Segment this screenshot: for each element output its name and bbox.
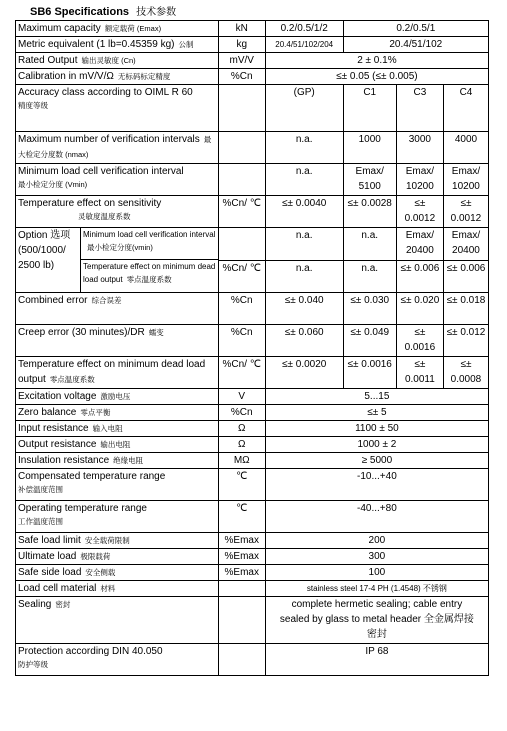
row-label: Ultimate load 极限载荷 bbox=[16, 549, 219, 565]
row-value: 200 bbox=[265, 533, 488, 549]
row-value-c3: ≤± 0.006 bbox=[396, 260, 443, 293]
row-unit: ℃ bbox=[218, 501, 265, 533]
table-row bbox=[16, 644, 489, 676]
row-label: Maximum number of verification intervals 最大检定分度数 (nmax) bbox=[16, 132, 219, 164]
row-value: ≤± 5 bbox=[265, 405, 488, 421]
row-value-gp: ≤± 0.0040 bbox=[265, 196, 343, 228]
row-value-c3: ≤± 0.0016 bbox=[396, 325, 443, 357]
row-unit: %Cn bbox=[218, 325, 265, 357]
table-row bbox=[16, 389, 489, 405]
row-value: -40...+80 bbox=[265, 501, 488, 533]
row-value: 0.2/0.5/1 bbox=[343, 21, 488, 37]
row-value-gp: n.a. bbox=[265, 132, 343, 164]
row-unit: %Cn bbox=[218, 69, 265, 85]
row-label: Protection according DIN 40.050 防护等级 bbox=[16, 644, 219, 676]
row-value-c3: ≤± 0.020 bbox=[396, 293, 443, 325]
row-value-gp: n.a. bbox=[265, 260, 343, 293]
row-label: Zero balance 零点平衡 bbox=[16, 405, 219, 421]
row-value-c4: ≤± 0.006 bbox=[443, 260, 488, 293]
row-value-c3: ≤± 0.0012 bbox=[396, 196, 443, 228]
row-value: 1100 ± 50 bbox=[265, 421, 488, 437]
row-label: Safe side load 安全侧载 bbox=[16, 565, 219, 581]
row-value-gp: (GP) bbox=[265, 85, 343, 132]
row-value: IP 68 bbox=[265, 644, 488, 676]
option-label: Option 选项 (500/1000/ 2500 lb) bbox=[16, 228, 81, 292]
table-row bbox=[16, 405, 489, 421]
option-sub-label: Minimum load cell verification interval最小检定分度(vmin) bbox=[81, 228, 218, 260]
row-unit: %Cn/ ℃ bbox=[218, 196, 265, 228]
row-label: Accuracy class according to OIML R 60 精度等级 bbox=[16, 85, 219, 132]
option-cell bbox=[16, 228, 219, 293]
row-label: Compensated temperature range 补偿温度范围 bbox=[16, 469, 219, 501]
table-row bbox=[16, 196, 489, 228]
row-value-gp: ≤± 0.040 bbox=[265, 293, 343, 325]
row-label: Calibration in mV/V/Ω 无标码标定精度 bbox=[16, 69, 219, 85]
row-value: 300 bbox=[265, 549, 488, 565]
row-label: Safe load limit 安全载荷限制 bbox=[16, 533, 219, 549]
row-value: ≤± 0.05 (≤± 0.005) bbox=[265, 69, 488, 85]
table-row bbox=[16, 437, 489, 453]
row-unit: mV/V bbox=[218, 53, 265, 69]
row-unit: %Emax bbox=[218, 533, 265, 549]
row-unit: MΩ bbox=[218, 453, 265, 469]
spec-title-en: SB6 Specifications bbox=[30, 6, 130, 18]
table-row bbox=[16, 469, 489, 501]
row-value: complete hermetic sealing; cable entry sealed by glass to metal header 全金属焊接密封 bbox=[265, 597, 488, 644]
row-value-gp: n.a. bbox=[265, 164, 343, 196]
table-row bbox=[16, 53, 489, 69]
row-value: ≥ 5000 bbox=[265, 453, 488, 469]
row-unit bbox=[218, 132, 265, 164]
row-unit: Ω bbox=[218, 437, 265, 453]
table-row bbox=[16, 597, 489, 644]
table-row bbox=[16, 132, 489, 164]
table-row bbox=[16, 69, 489, 85]
row-value: 20.4/51/102/204 bbox=[265, 37, 343, 53]
table-row bbox=[16, 37, 489, 53]
row-unit: %Cn bbox=[218, 293, 265, 325]
row-label: Operating temperature range 工作温度范围 bbox=[16, 501, 219, 533]
row-value-c1: n.a. bbox=[343, 228, 396, 261]
row-value-c4: ≤± 0.012 bbox=[443, 325, 488, 357]
table-row bbox=[16, 565, 489, 581]
row-value-c3: Emax/ 10200 bbox=[396, 164, 443, 196]
row-value: 0.2/0.5/1/2 bbox=[265, 21, 343, 37]
row-value: -10...+40 bbox=[265, 469, 488, 501]
table-row bbox=[16, 357, 489, 389]
row-value-gp: n.a. bbox=[265, 228, 343, 261]
row-label: Rated Output 输出灵敏度 (Cn) bbox=[16, 53, 219, 69]
table-row bbox=[16, 228, 489, 261]
row-value-c4: 4000 bbox=[443, 132, 488, 164]
row-value-c1: ≤± 0.049 bbox=[343, 325, 396, 357]
row-label: Metric equivalent (1 lb=0.45359 kg) 公制 bbox=[16, 37, 219, 53]
row-value-gp: ≤± 0.060 bbox=[265, 325, 343, 357]
row-unit bbox=[218, 228, 265, 261]
row-unit bbox=[218, 644, 265, 676]
table-row bbox=[16, 549, 489, 565]
row-unit: %Emax bbox=[218, 549, 265, 565]
spec-title-cn: 技术参数 bbox=[136, 7, 177, 18]
table-row bbox=[16, 164, 489, 196]
row-unit: ℃ bbox=[218, 469, 265, 501]
row-value-gp: ≤± 0.0020 bbox=[265, 357, 343, 389]
row-unit: %Emax bbox=[218, 565, 265, 581]
row-value-c1: ≤± 0.0016 bbox=[343, 357, 396, 389]
row-unit: kN bbox=[218, 21, 265, 37]
row-value-c1: Emax/ 5100 bbox=[343, 164, 396, 196]
row-value: 20.4/51/102 bbox=[343, 37, 488, 53]
table-row bbox=[16, 421, 489, 437]
row-label: Combined error 综合误差 bbox=[16, 293, 219, 325]
row-value-c4: ≤± 0.0008 bbox=[443, 357, 488, 389]
row-value: 100 bbox=[265, 565, 488, 581]
table-row bbox=[16, 581, 489, 597]
row-unit: Ω bbox=[218, 421, 265, 437]
option-sub-label: Temperature effect on minimum dead load output 零点温度系数 bbox=[83, 262, 216, 284]
row-unit bbox=[218, 597, 265, 644]
specifications-table bbox=[15, 20, 489, 676]
row-value-c3: Emax/ 20400 bbox=[396, 228, 443, 261]
table-row bbox=[16, 85, 489, 132]
row-value-c3: 3000 bbox=[396, 132, 443, 164]
table-row bbox=[16, 293, 489, 325]
row-value-c3: ≤± 0.0011 bbox=[396, 357, 443, 389]
spec-title bbox=[30, 3, 176, 18]
row-label: Creep error (30 minutes)/DR 蠕变 bbox=[16, 325, 219, 357]
row-value-c1: 1000 bbox=[343, 132, 396, 164]
row-unit bbox=[218, 581, 265, 597]
row-unit: V bbox=[218, 389, 265, 405]
row-label: Minimum load cell verification interval 最小检定分度 (Vmin) bbox=[16, 164, 219, 196]
table-row bbox=[16, 325, 489, 357]
row-value-c1: ≤± 0.0028 bbox=[343, 196, 396, 228]
table-row bbox=[16, 453, 489, 469]
row-label: Maximum capacity 额定载荷 (Emax) bbox=[16, 21, 219, 37]
row-value-c4: C4 bbox=[443, 85, 488, 132]
row-label: Temperature effect on minimum dead load output 零点温度系数 bbox=[16, 357, 219, 389]
row-label: Sealing 密封 bbox=[16, 597, 219, 644]
row-unit: %Cn/ ℃ bbox=[218, 260, 265, 293]
row-value-c4: Emax/ 10200 bbox=[443, 164, 488, 196]
row-label: Output resistance 输出电阻 bbox=[16, 437, 219, 453]
row-value: 2 ± 0.1% bbox=[265, 53, 488, 69]
row-value-c4: Emax/ 20400 bbox=[443, 228, 488, 261]
row-value: 1000 ± 2 bbox=[265, 437, 488, 453]
table-row bbox=[16, 21, 489, 37]
row-value: stainless steel 17-4 PH (1.4548) 不锈钢 bbox=[265, 581, 488, 597]
row-label: Input resistance 输入电阻 bbox=[16, 421, 219, 437]
row-value-c4: ≤± 0.0012 bbox=[443, 196, 488, 228]
table-row bbox=[16, 533, 489, 549]
row-label: Temperature effect on sensitivity 灵敏度温度系数 bbox=[16, 196, 219, 228]
row-unit bbox=[218, 85, 265, 132]
row-value: 5...15 bbox=[265, 389, 488, 405]
row-label: Insulation resistance 绝缘电阻 bbox=[16, 453, 219, 469]
row-value-c1: C1 bbox=[343, 85, 396, 132]
row-value-c4: ≤± 0.018 bbox=[443, 293, 488, 325]
row-label: Load cell material 材料 bbox=[16, 581, 219, 597]
row-unit: %Cn bbox=[218, 405, 265, 421]
row-unit bbox=[218, 164, 265, 196]
table-row bbox=[16, 501, 489, 533]
row-label: Excitation voltage 激励电压 bbox=[16, 389, 219, 405]
row-unit: %Cn/ ℃ bbox=[218, 357, 265, 389]
row-unit: kg bbox=[218, 37, 265, 53]
row-value-c1: n.a. bbox=[343, 260, 396, 293]
row-value-c1: ≤± 0.030 bbox=[343, 293, 396, 325]
row-value-c3: C3 bbox=[396, 85, 443, 132]
